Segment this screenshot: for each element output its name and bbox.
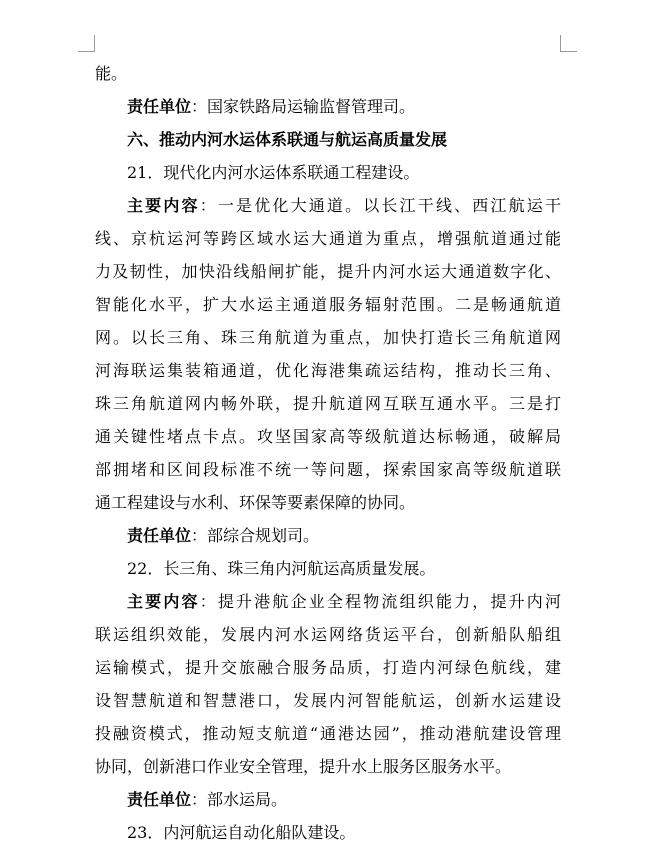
page-corner-mark-top-left (78, 35, 95, 52)
paragraph-line: 投融资模式，推动短支航道“通港达园”，推动港航建设管理 (95, 724, 561, 743)
main-content-label: 主要内容 (127, 592, 200, 611)
paragraph-line: 联运组织效能，发展内河水运网络货运平台，创新船队船组 (95, 625, 561, 644)
main-content-line (95, 189, 561, 222)
responsible-unit-text: ：部综合规划司。 (191, 526, 320, 545)
responsible-unit-text: ：部水运局。 (191, 790, 288, 809)
paragraph-line: 珠三角航道网内畅外联，提升航道网互联互通水平。三是打 (95, 394, 561, 413)
main-content-line (95, 585, 561, 618)
paragraph-line: 能。 (95, 64, 128, 83)
paragraph-line: 智能化水平，扩大水运主通道服务辐射范围。二是畅通航道 (95, 295, 561, 314)
section-heading: 六、推动内河水运体系联通与航运高质量发展 (127, 130, 448, 149)
responsible-unit-label: 责任单位 (127, 526, 192, 545)
paragraph-line: 协同，创新港口作业安全管理，提升水上服务区服务水平。 (95, 757, 512, 776)
responsible-unit-label: 责任单位 (127, 790, 192, 809)
paragraph-line: 通工程建设与水利、环保等要素保障的协同。 (95, 493, 416, 512)
responsible-unit-line (95, 783, 561, 816)
responsible-unit-text: ：国家铁路局运输监督管理司。 (191, 97, 416, 116)
document-body (95, 57, 561, 849)
responsible-unit-label: 责任单位 (127, 97, 192, 116)
main-content-text: ：提升港航企业全程物流组织能力，提升内河 (199, 592, 561, 611)
responsible-unit-line (95, 519, 561, 552)
paragraph-line: 河海联运集装箱通道，优化海港集疏运结构，推动长三角、 (95, 361, 561, 380)
paragraph-line: 线、京杭运河等跨区域水运大通道为重点，增强航道通过能 (95, 229, 561, 248)
paragraph-line: 设智慧航道和智慧港口，发展内河智能航运，创新水运建设 (95, 691, 561, 710)
responsible-unit-line (95, 90, 561, 123)
item-title: 22．长三角、珠三角内河航运高质量发展。 (127, 559, 436, 578)
main-content-text: ：一是优化大通道。以长江干线、西江航运干 (199, 196, 561, 215)
paragraph-line: 网。以长三角、珠三角航道为重点，加快打造长三角航道网 (95, 328, 561, 347)
item-title: 21．现代化内河水运体系联通工程建设。 (127, 163, 420, 182)
main-content-label: 主要内容 (127, 196, 200, 215)
item-title: 23．内河航运自动化船队建设。 (127, 823, 356, 842)
paragraph-line: 部拥堵和区间段标准不统一等问题，探索国家高等级航道联 (95, 460, 561, 479)
paragraph-line: 通关键性堵点卡点。攻坚国家高等级航道达标畅通，破解局 (95, 427, 561, 446)
page-corner-mark-top-right (560, 35, 577, 52)
paragraph-line: 运输模式，提升交旅融合服务品质，打造内河绿色航线，建 (95, 658, 561, 677)
paragraph-line: 力及韧性，加快沿线船闸扩能，提升内河水运大通道数字化、 (95, 262, 561, 281)
